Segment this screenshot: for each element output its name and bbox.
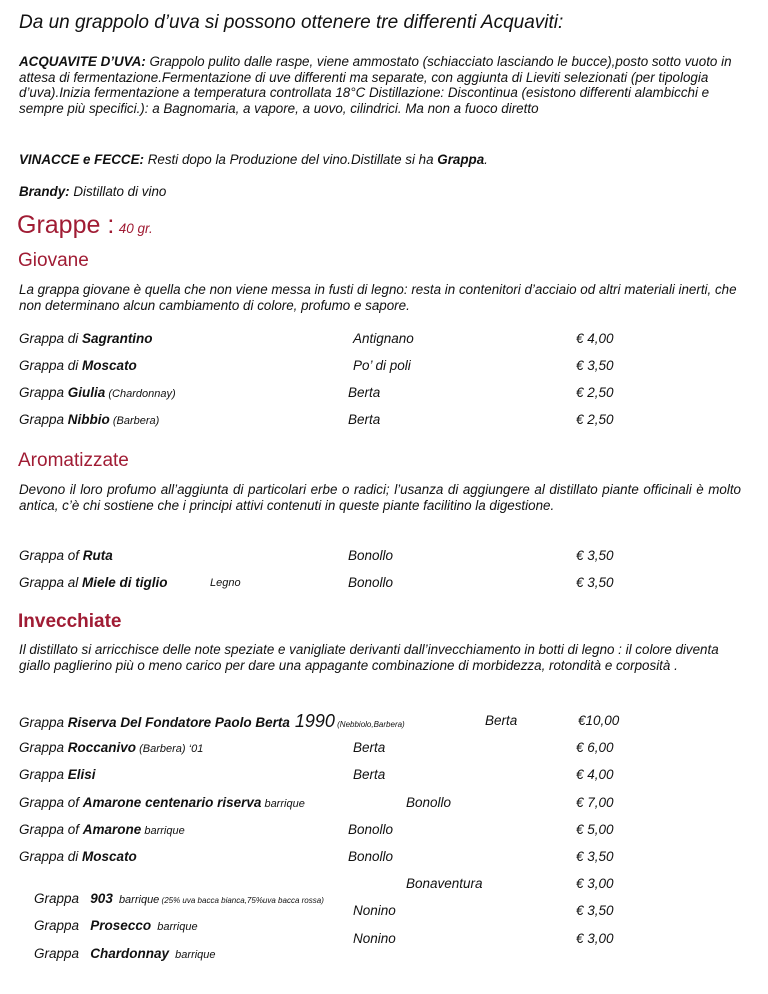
item-price: € 7,00 (576, 795, 614, 810)
item-note-detail: (25% uva bacca bianca,75%uva bacca rossa) (159, 896, 324, 905)
list-item (19, 385, 176, 400)
aromatizzate-description: Devono il loro profumo all’aggiunta di particolari erbe o radici; l’usanza di aggiungere al distillato piante officinali è molto antica, c’è chi sostiene che i principi attivi contenuti in queste piante facilitino la digestione. (19, 482, 741, 513)
item-price: € 2,50 (576, 412, 614, 427)
vinacce-end: . (484, 152, 488, 167)
item-note: (Chardonnay) (105, 388, 176, 400)
list-item (19, 711, 405, 732)
item-name: 903 (90, 891, 113, 906)
list-item (19, 331, 153, 346)
list-item (19, 849, 137, 864)
item-name: Amarone centenario riserva (82, 795, 262, 810)
item-producer: Bonollo (348, 849, 394, 864)
list-item (19, 822, 185, 837)
item-note: Legno (210, 577, 241, 589)
item-note: (Barbera) (109, 415, 160, 427)
item-price: €10,00 (578, 713, 620, 728)
grappe-title: Grappe : (17, 211, 115, 239)
item-name: Nibbio (67, 412, 110, 427)
item-note: barrique (112, 894, 160, 906)
item-price: € 2,50 (576, 385, 614, 400)
giovane-title: Giovane (18, 250, 89, 271)
list-item (19, 358, 137, 373)
list-item (19, 548, 113, 563)
list-item (19, 931, 216, 976)
item-name: Miele di tiglio (82, 575, 168, 590)
item-name: Giulia (67, 385, 106, 400)
item-name: Roccanivo (67, 740, 137, 755)
invecchiate-title: Invecchiate (18, 611, 122, 632)
invecchiate-description: Il distillato si arricchisce delle note speziate e vanigliate derivanti dall’invecchiamento in botti di legno : il colore diventa giallo paglierino più o meno carico per dare una appagante combinazione di morbidezza, rotondità e corposità . (19, 642, 719, 673)
item-producer: Bonollo (348, 822, 394, 837)
item-prefix: Grappa of (19, 548, 83, 563)
item-note: barrique (169, 949, 216, 961)
item-prefix: Grappa al (19, 575, 83, 590)
item-name: Sagrantino (82, 331, 153, 346)
item-name: Prosecco (90, 918, 152, 933)
item-producer: Bonollo (406, 795, 452, 810)
vinacce-paragraph (19, 152, 741, 168)
item-price: € 3,50 (576, 358, 614, 373)
item-price: € 3,00 (576, 876, 614, 891)
item-prefix: Grappa of (19, 795, 83, 810)
item-price: € 3,00 (576, 931, 614, 946)
item-prefix: Grappa (34, 891, 91, 906)
item-prefix: Grappa (19, 385, 68, 400)
item-price: € 3,50 (576, 548, 614, 563)
item-producer: Berta (485, 713, 518, 728)
item-note: (Nebbiolo,Barbera) (334, 720, 405, 729)
item-prefix: Grappa (19, 767, 68, 782)
item-prefix: Grappa di (19, 331, 83, 346)
list-item (19, 795, 305, 810)
item-producer: Berta (348, 412, 381, 427)
brandy-label: Brandy: (19, 184, 70, 199)
item-prefix: Grappa (34, 918, 91, 933)
item-note: (Barbera) ‘01 (136, 743, 204, 755)
vinacce-grappa: Grappa (437, 152, 485, 167)
item-note: barrique (151, 921, 198, 933)
item-prefix: Grappa di (19, 849, 83, 864)
item-name: Amarone (82, 822, 142, 837)
item-prefix: Grappa (19, 412, 68, 427)
item-producer: Nonino (353, 931, 396, 946)
item-prefix: Grappa (19, 740, 68, 755)
item-producer: Antignano (353, 331, 414, 346)
item-name: Chardonnay (90, 946, 170, 961)
item-price: € 4,00 (576, 767, 614, 782)
list-item (19, 412, 159, 427)
brandy-text: Distillato di vino (69, 184, 167, 199)
item-name: Ruta (82, 548, 113, 563)
item-prefix: Grappa (34, 946, 91, 961)
page-title: Da un grappolo d’uva si possono ottenere tre differenti Acquaviti: (19, 12, 564, 33)
acquavite-text: Grappolo pulito dalle raspe, viene ammostato (schiacciato lasciando le bucce),posto sotto vuoto in attesa di fermentazione.Fermentazione di uve differenti ma separate, con aggiunta di Lieviti selezionati (per tipologia d’uva).Inizia fermentazione a temperatura controllata 18°C Distillazione: Discontinua (esistono differenti alambicchi e sempre più specifici.): a Bagnomaria, a vapore, a uovo, cilindrici. Ma non a fuoco diretto (19, 54, 732, 116)
item-producer: Nonino (353, 903, 396, 918)
list-item (19, 575, 168, 590)
giovane-description: La grappa giovane è quella che non viene messa in fusti di legno: resta in contenitori d’acciaio od altri materiali inerti, che non determinano alcun cambiamento di colore, profumo e sapore. (19, 282, 737, 313)
acquavite-label: ACQUAVITE D’UVA: (19, 54, 146, 69)
item-note: barrique (261, 798, 305, 810)
item-producer: Bonaventura (406, 876, 483, 891)
item-year: 1990 (289, 711, 335, 731)
item-price: € 3,50 (576, 575, 614, 590)
brandy-paragraph (19, 184, 741, 200)
item-prefix: Grappa di (19, 358, 83, 373)
list-item (19, 767, 96, 782)
item-producer: Bonollo (348, 548, 394, 563)
list-item (19, 740, 203, 755)
item-price: € 3,50 (576, 903, 614, 918)
item-price: € 5,00 (576, 822, 614, 837)
item-prefix: Grappa (19, 715, 68, 730)
acquavite-paragraph (19, 54, 741, 116)
item-name: Elisi (67, 767, 96, 782)
vinacce-text: Resti dopo la Produzione del vino.Distillate si ha (144, 152, 438, 167)
item-name: Moscato (82, 358, 137, 373)
grappe-size: 40 gr. (118, 221, 153, 236)
aromatizzate-title: Aromatizzate (18, 450, 129, 471)
vinacce-label: VINACCE e FECCE: (19, 152, 144, 167)
item-price: € 6,00 (576, 740, 614, 755)
item-producer: Po’ di poli (353, 358, 411, 373)
grappe-heading (17, 211, 153, 240)
item-producer: Berta (353, 740, 386, 755)
item-prefix: Grappa of (19, 822, 83, 837)
item-price: € 3,50 (576, 849, 614, 864)
item-name: Moscato (82, 849, 137, 864)
item-producer: Berta (348, 385, 381, 400)
item-producer: Berta (353, 767, 386, 782)
item-price: € 4,00 (576, 331, 614, 346)
item-producer: Bonollo (348, 575, 394, 590)
item-name: Riserva Del Fondatore Paolo Berta (67, 715, 290, 730)
item-note: barrique (141, 825, 185, 837)
